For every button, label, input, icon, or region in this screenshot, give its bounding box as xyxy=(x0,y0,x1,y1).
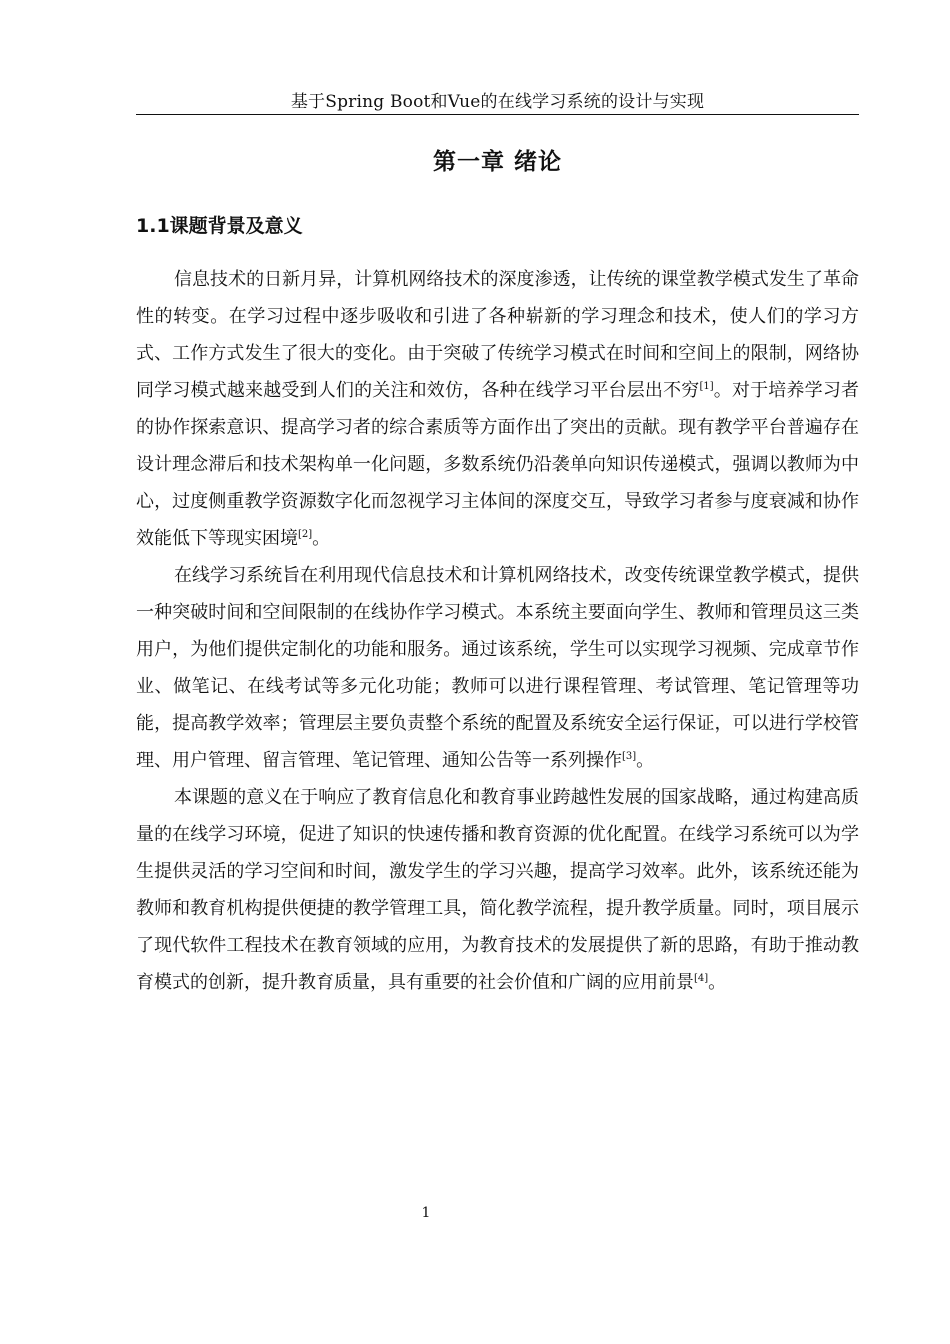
header-rule xyxy=(136,114,859,115)
paragraph-text: 。对于培养学习者的协作探索意识、提高学习者的综合素质等方面作出了突出的贡献。现有教学平台普遍存在设计理念滞后和技术架构单一化问题，多数系统仍沿袭单向知识传递模式，强调以教师为中心，过度侧重教学资源数字化而忽视学习主体间的深度交互，导致学习者参与度衰减和协作效能低下等现实困境 xyxy=(136,380,860,549)
paragraph-background xyxy=(136,261,859,557)
paragraph-significance xyxy=(136,779,859,1001)
paragraph-text: 本课题的意义在于响应了教育信息化和教育事业跨越性发展的国家战略，通过构建高质量的在线学习环境，促进了知识的快速传播和教育资源的优化配置。在线学习系统可以为学生提供灵活的学习空间和时间，激发学生的学习兴趣，提高学习效率。此外，该系统还能为教师和教育机构提供便捷的教学管理工具，简化教学流程，提升教学质量。同时，项目展示了现代软件工程技术在教育领域的应用，为教育技术的发展提供了新的思路，有助于推动教育模式的创新，提升教育质量，具有重要的社会价值和广阔的应用前景 xyxy=(136,787,859,993)
page-number: 1 xyxy=(421,1205,431,1221)
citation-ref: [3] xyxy=(622,751,637,762)
citation-ref: [4] xyxy=(694,973,709,984)
citation-ref: [1] xyxy=(699,381,714,392)
chapter-title: 第一章 绪论 xyxy=(432,149,562,175)
section-title: 1.1课题背景及意义 xyxy=(136,215,303,237)
paragraph-system-overview xyxy=(136,557,859,779)
paragraph-text: 信息技术的日新月异，计算机网络技术的深度渗透，让传统的课堂教学模式发生了革命性的转变。在学习过程中逐步吸收和引进了各种崭新的学习理念和技术，使人们的学习方式、工作方式发生了很大的变化。由于突破了传统学习模式在时间和空间上的限制，网络协同学习模式越来越受到人们的关注和效仿，各种在线学习平台层出不穷 xyxy=(136,269,859,401)
paragraph-text: 。 xyxy=(708,972,727,993)
citation-ref: [2] xyxy=(298,529,313,540)
paragraph-text: 在线学习系统旨在利用现代信息技术和计算机网络技术，改变传统课堂教学模式，提供一种突破时间和空间限制的在线协作学习模式。本系统主要面向学生、教师和管理员这三类用户，为他们提供定制化的功能和服务。通过该系统，学生可以实现学习视频、完成章节作业、做笔记、在线考试等多元化功能；教师可以进行课程管理、考试管理、笔记管理等功能，提高教学效率；管理层主要负责整个系统的配置及系统安全运行保证，可以进行学校管理、用户管理、留言管理、笔记管理、通知公告等一系列操作 xyxy=(136,565,859,771)
body-text xyxy=(136,261,859,1001)
paragraph-text: 。 xyxy=(312,528,331,549)
running-header: 基于Spring Boot和Vue的在线学习系统的设计与实现 xyxy=(290,92,705,112)
paragraph-text: 。 xyxy=(636,750,655,771)
